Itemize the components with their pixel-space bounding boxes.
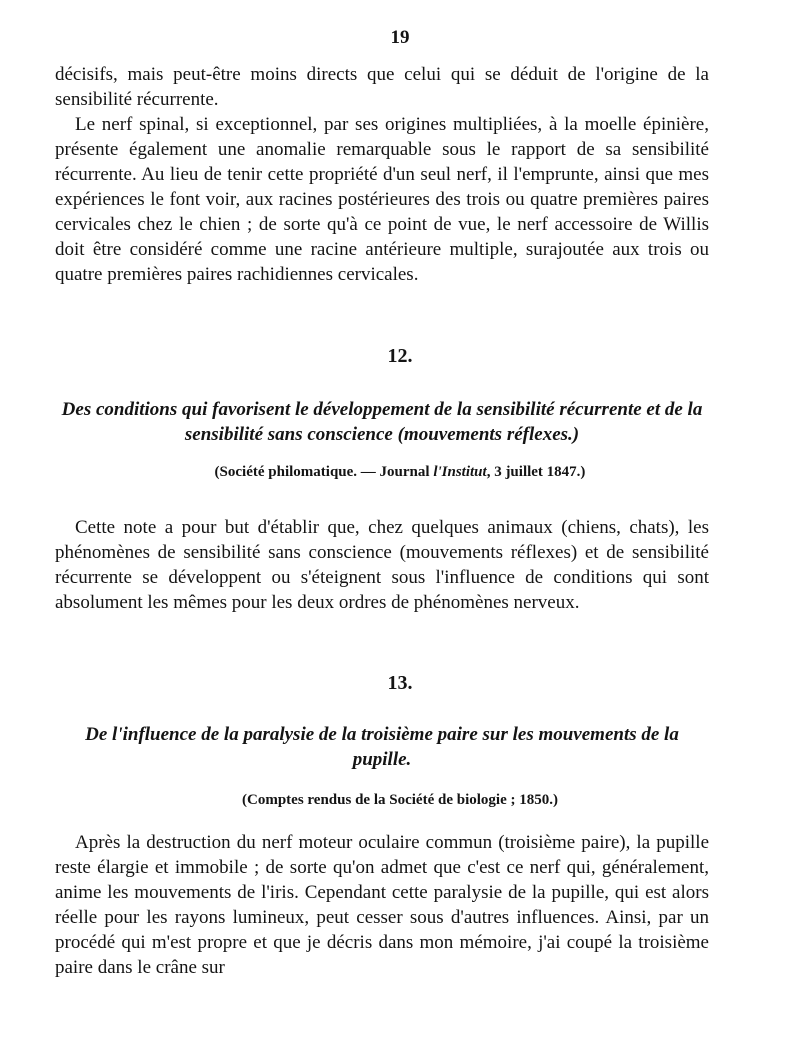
section-12-title: Des conditions qui favorisent le développement de la sensibilité récurrente et de la sensibilité sans conscience (mouvements réflexes.) bbox=[61, 399, 703, 445]
section-13-number: 13. bbox=[387, 672, 413, 694]
section-12-source-prefix: (Société philomatique. — Journal bbox=[214, 464, 434, 480]
section-12-source-suffix: , 3 juillet 1847.) bbox=[486, 464, 586, 480]
section-13-title: De l'influence de la paralysie de la troisième paire sur les mouvements de la pupille. bbox=[85, 724, 679, 770]
page-number: 19 bbox=[390, 27, 410, 48]
section-12-source-journal: l'Institut bbox=[433, 464, 487, 480]
section-12-source bbox=[0, 464, 800, 481]
section-13-paragraph: Après la destruction du nerf moteur oculaire commun (troisième paire), la pupille reste élargie et immobile ; de sorte qu'on admet que c'est ce nerf qui, généralement, anime les mouvements de l'iris. Cependant cette paralysie de la pupille, qui est alors réelle pour les rayons lumineux, peut cesser sous d'autres influences. Ainsi, par un procédé qui m'est propre et que je décris dans mon mémoire, j'ai coupé la troisième paire dans le crâne sur bbox=[55, 832, 709, 978]
section-13-body bbox=[55, 830, 709, 980]
section-12-body bbox=[55, 515, 709, 615]
section-12-number: 12. bbox=[387, 345, 413, 367]
continuation-paragraph-1: décisifs, mais peut-être moins directs que celui qui se déduit de l'origine de la sensibilité récurrente. bbox=[55, 64, 709, 110]
continuation-paragraph-2: Le nerf spinal, si exceptionnel, par ses origines multipliées, à la moelle épinière, présente également une anomalie remarquable sous le rapport de sa sensibilité récurrente. Au lieu de tenir cette propriété d'un seul nerf, il l'emprunte, ainsi que mes expériences le font voir, aux racines postérieures des trois ou quatre premières paires cervicales chez le chien ; de sorte qu'à ce point de vue, le nerf accessoire de Willis doit être considéré comme une racine antérieure multiple, surajoutée aux trois ou quatre premières paires rachidiennes cervicales. bbox=[55, 114, 709, 285]
continuation-text bbox=[55, 62, 709, 287]
section-12-paragraph: Cette note a pour but d'établir que, chez quelques animaux (chiens, chats), les phénomènes de sensibilité sans conscience (mouvements réflexes) et de sensibilité récurrente se développent ou s'éteignent sous l'influence de conditions qui sont absolument les mêmes pour les deux ordres de phénomènes nerveux. bbox=[55, 517, 709, 613]
section-13-source: (Comptes rendus de la Société de biologie ; 1850.) bbox=[242, 792, 558, 808]
